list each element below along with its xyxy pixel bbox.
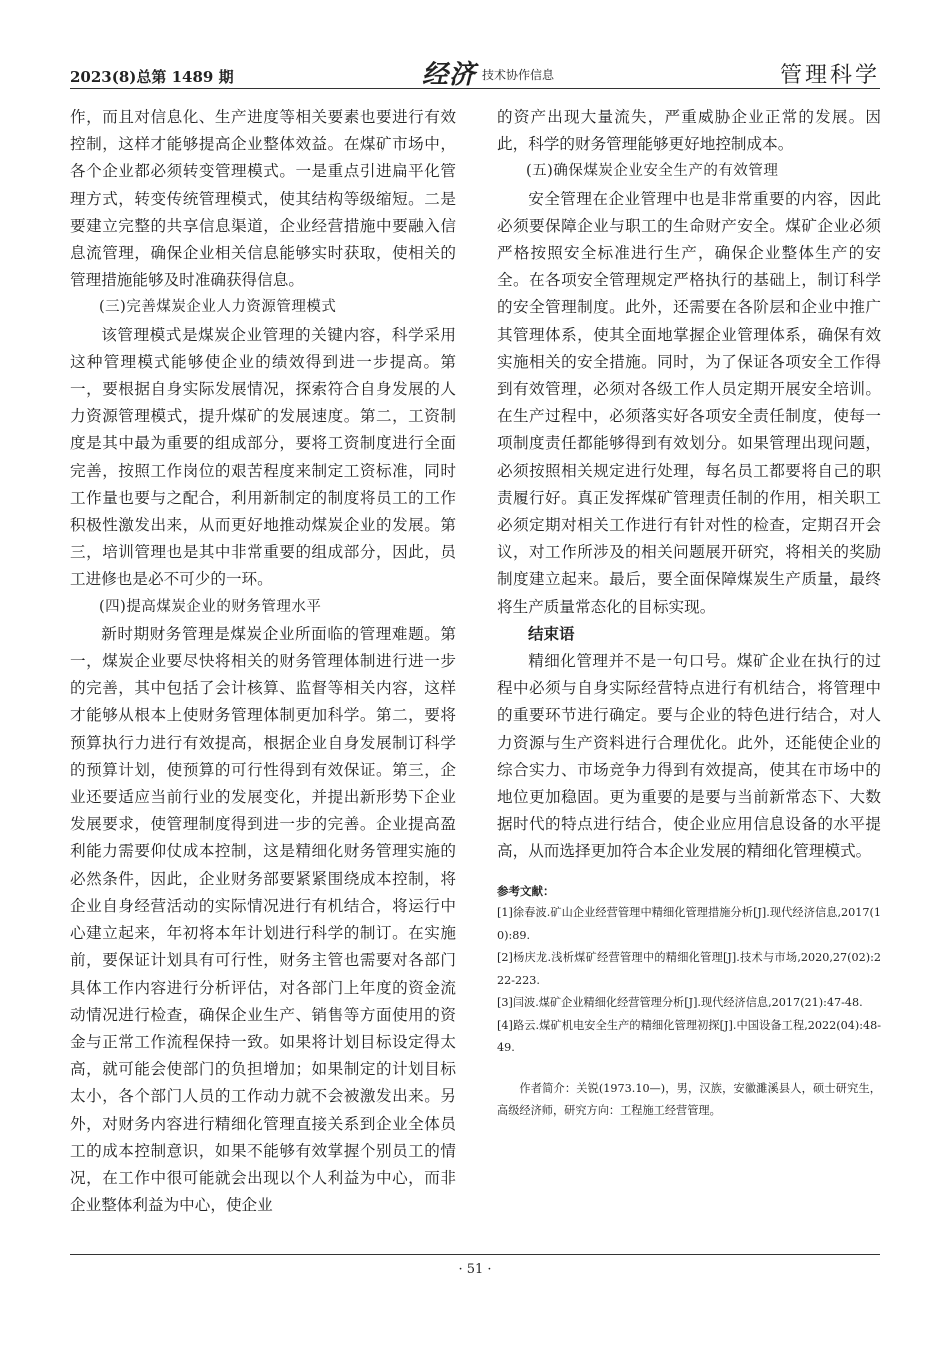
paragraph: 的资产出现大量流失，严重威胁企业正常的发展。因此，科学的财务管理能够更好地控制成本。 — [497, 108, 881, 154]
author-bio: 作者简介：关锐(1973.10—)，男，汉族，安徽濉溪县人，硕士研究生，高级经济师，研究方向：工程施工经营管理。 — [497, 1081, 881, 1118]
references — [497, 880, 881, 1060]
reference-item: [1]徐春波.矿山企业经营管理中精细化管理措施分析[J].现代经济信息,2017(10):89. — [497, 906, 881, 942]
issue-info: 2023(8)总第 1489 期 — [70, 68, 234, 86]
right-column — [497, 104, 881, 1123]
section-heading: (五)确保煤炭企业安全生产的有效管理 — [526, 163, 779, 180]
reference-item: [2]杨庆龙.浅析煤矿经营管理中的精细化管理[J].技术与市场,2020,27(02):222-223. — [497, 951, 881, 987]
paragraph: 精细化管理并不是一句口号。煤矿企业在执行的过程中必须与自身实际经营特点进行有机结合，将管理中的重要环节进行确定。要与企业的特色进行结合，对人力资源与生产资料进行合理优化。此外，还能使企业的综合实力、市场竞争力得到有效提高，使其在市场中的地位更加稳固。更为重要的是要与当前新常态下、大数据时代的特点进行结合，使企业应用信息设备的水平提高，从而选择更加符合本企业发展的精细化管理模式。 — [497, 652, 881, 861]
journal-subtitle: 技术协作信息 — [482, 68, 555, 82]
conclusion-heading: 结束语 — [528, 624, 575, 643]
section-title: 管理科学 — [779, 63, 880, 88]
paragraph: 作，而且对信息化、生产进度等相关要素也要进行有效控制，这样才能够提高企业整体效益。在煤矿市场中，各个企业都必须转变管理模式。一是重点引进扁平化管理方式，转变传统管理模式，使其结构等级缩短。二是要建立完整的共享信息渠道，企业经营措施中要融入信息流管理，确保企业相关信息能够实时获取，使相关的管理措施能够及时准确获得信息。 — [70, 108, 456, 290]
section-heading: (三)完善煤炭企业人力资源管理模式 — [99, 299, 337, 316]
section-heading: (四)提高煤炭企业的财务管理水平 — [99, 598, 322, 615]
paragraph: 安全管理在企业管理中也是非常重要的内容，因此必须要保障企业与职工的生命财产安全。煤矿企业必须严格按照安全标准进行生产，确保企业整体生产的安全。在各项安全管理规定严格执行的基础上，制订科学的安全管理制度。此外，还需要在各阶层和企业中推广其管理体系，使其全面地掌握企业管理体系，确保有效实施相关的安全措施。同时，为了保证各项安全工作得到有效管理，必须对各级工作人员定期开展安全培训。在生产过程中，必须落实好各项安全责任制度，使每一项制度责任都能够得到有效划分。如果管理出现问题，必须按照相关规定进行处理，每名员工都要将自己的职责履行好。真正发挥煤矿管理责任制的作用，相关职工必须定期对相关工作进行有针对性的检查，定期召开会议，对工作所涉及的相关问题展开研究，将相关的奖励制度建立起来。最后，要全面保障煤炭生产质量，最终将生产质量常态化的目标实现。 — [497, 189, 881, 616]
reference-item: [4]路云.煤矿机电安全生产的精细化管理初探[J].中国设备工程,2022(04):48-49. — [497, 1018, 881, 1055]
reference-item: [3]闫波.煤矿企业精细化经营管理分析[J].现代经济信息,2017(21):47-48. — [497, 996, 863, 1010]
header-rule — [70, 88, 880, 89]
paragraph: 新时期财务管理是煤炭企业所面临的管理难题。第一，煤炭企业要尽快将相关的财务管理体制进行进一步的完善，其中包括了会计核算、监督等相关内容，这样才能够从根本上使财务管理体制更加科学。第二，要将预算执行力进行有效提高，根据企业自身发展制订科学的预算计划，使预算的可行性得到有效保证。第三，企业还要适应当前行业的发展变化，并提出新形势下企业发展要求，使管理制度得到进一步的完善。企业提高盈利能力需要仰仗成本控制，这是精细化财务管理实施的必然条件，因此，企业财务部要紧紧围绕成本控制，将企业自身经营活动的实际情况进行有机结合，将运行中心建立起来，年初将本年计划进行科学的制订。在实施前，要保证计划具有可行性，财务主管也需要对各部门具体工作内容进行分析评估，对各部门上年度的资金流动情况进行检查，确保企业生产、销售等方面使用的资金与正常工作流程保持一致。如果将计划目标设定得太高，就可能会使部门的负担增加；如果制定的计划目标太小，各个部门人员的工作动力就不会被激发出来。另外，对财务内容进行精细化管理直接关系到企业全体员工的成本控制意识，如果不能够有效掌握个别员工的情况，在工作中很可能就会出现以个人利益为中心，而非企业整体利益为中心，使企业 — [70, 624, 456, 1215]
footer-rule — [70, 1254, 880, 1255]
journal-logo: 经济 — [422, 60, 477, 90]
left-column — [70, 104, 456, 1219]
page-number: · 51 · — [458, 1262, 492, 1277]
page-header — [70, 52, 880, 92]
paragraph: 该管理模式是煤炭企业管理的关键内容，科学采用这种管理模式能够使企业的绩效得到进一步提高。第一，要根据自身实际发展情况，探索符合自身发展的人力资源管理模式，提升煤矿的发展速度。第二，工资制度是其中最为重要的组成部分，要将工资制度进行全面完善，按照工作岗位的艰苦程度来制定工资标准，同时工作量也要与之配合，利用新制定的制度将员工的工作积极性激发出来，从而更好地推动煤炭企业的发展。第三，培训管理也是其中非常重要的组成部分，因此，员工进修也是必不可少的一环。 — [70, 325, 456, 589]
references-title: 参考文献： — [497, 883, 555, 898]
